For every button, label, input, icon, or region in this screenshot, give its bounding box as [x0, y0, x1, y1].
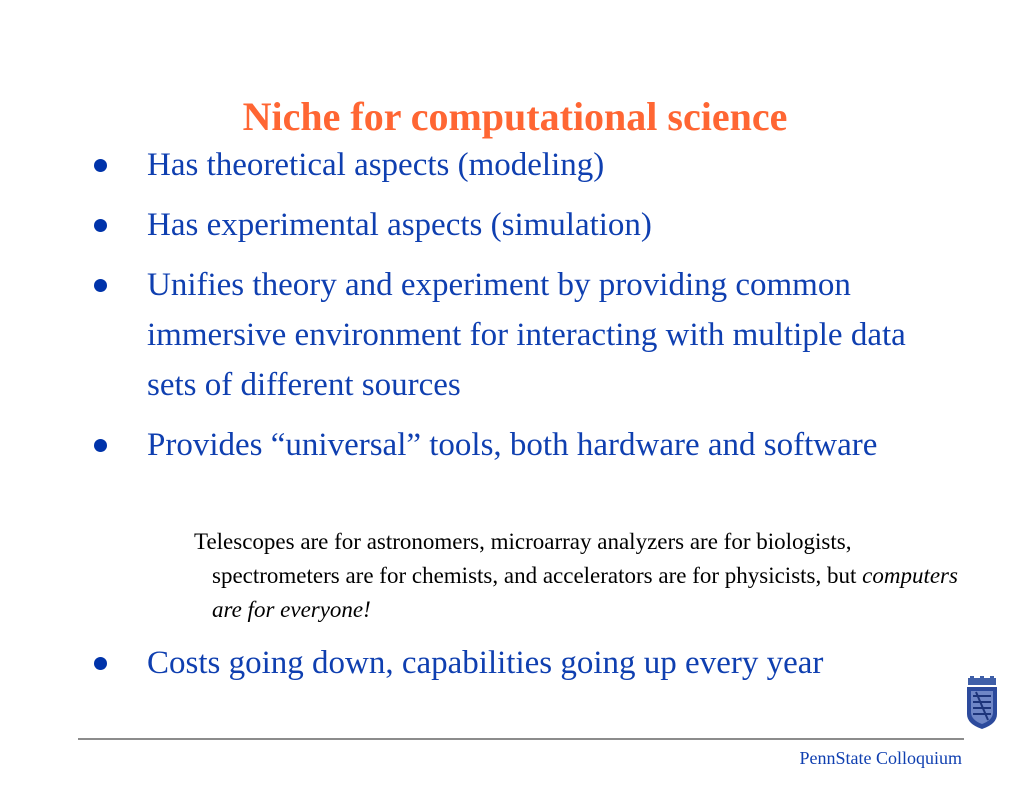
footer-label: PennState Colloquium [799, 748, 962, 768]
sub-note-text: Telescopes are for astronomers, microarray analyzers are for biologists, spectrometers are for chemists, and accelerators are for physicists, but [194, 529, 863, 588]
bullet-text: Unifies theory and experiment by providing common immersive environment for interacting with multiple data sets of different sources [147, 267, 906, 403]
bullet-text: Has experimental aspects (simulation) [147, 207, 652, 243]
bullet-text: Provides “universal” tools, both hardware and software [147, 427, 878, 463]
bullet-dot-icon [94, 159, 107, 172]
bullet-dot-icon [94, 439, 107, 452]
slide-title: Niche for computational science [242, 94, 788, 139]
sub-note-emphasis: computers are for everyone! [212, 563, 958, 622]
footer-rule [78, 738, 964, 740]
bullet-dot-icon [94, 279, 107, 292]
bullet-text: Has theoretical aspects (modeling) [147, 147, 605, 183]
sub-note [194, 525, 972, 627]
bullet-dot-icon [94, 657, 107, 670]
bullet-dot-icon [94, 219, 107, 232]
bullet-text: Costs going down, capabilities going up every year [147, 645, 824, 681]
pennstate-shield-icon [964, 676, 1000, 730]
